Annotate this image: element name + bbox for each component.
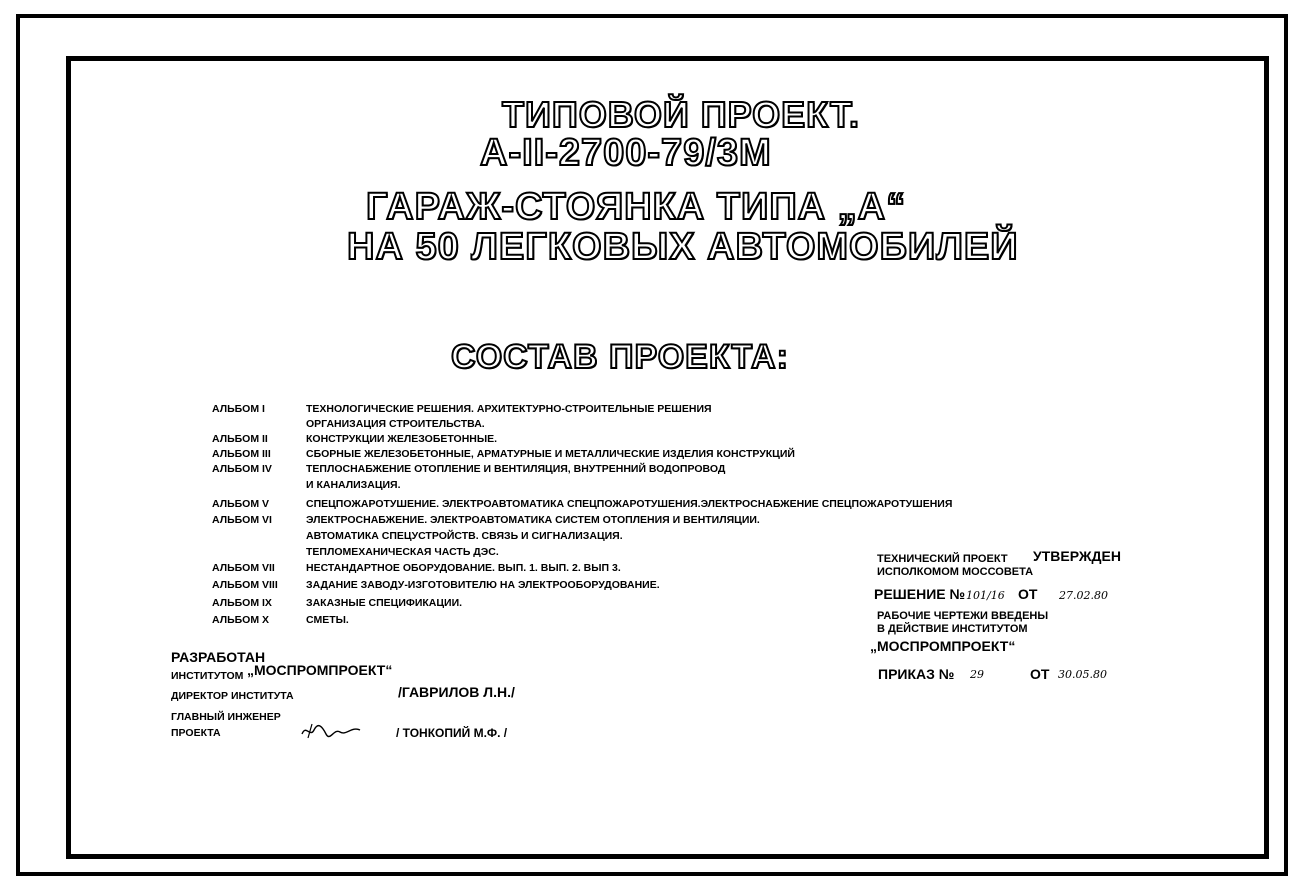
album-8-line-1: ЗАДАНИЕ ЗАВОДУ-ИЗГОТОВИТЕЛЮ НА ЭЛЕКТРООБОРУДОВАНИЕ. <box>306 579 660 591</box>
album-6-line-3: ТЕПЛОМЕХАНИЧЕСКАЯ ЧАСТЬ ДЭС. <box>306 546 499 558</box>
album-4-label: АЛЬБОМ IV <box>212 463 272 475</box>
title-line-4: НА 50 ЛЕГКОВЫХ АВТОМОБИЛЕЙ <box>347 226 1019 268</box>
order-date-label: ОТ <box>1030 666 1050 682</box>
work-drawings-line-1: РАБОЧИЕ ЧЕРТЕЖИ ВВЕДЕНЫ <box>877 610 1049 622</box>
director-name: /ГАВРИЛОВ Л.Н./ <box>398 684 515 700</box>
album-9-line-1: ЗАКАЗНЫЕ СПЕЦИФИКАЦИИ. <box>306 597 463 609</box>
composition-heading: СОСТАВ ПРОЕКТА: <box>451 338 789 376</box>
decision-label: РЕШЕНИЕ № <box>874 586 966 602</box>
album-5-line-1: СПЕЦПОЖАРОТУШЕНИЕ. ЭЛЕКТРОАВТОМАТИКА СПЕЦПОЖАРОТУШЕНИЯ.ЭЛЕКТРОСНАБЖЕНИЕ СПЕЦПОЖАРОТУШЕНИЯ <box>306 498 953 510</box>
tech-project-label: ТЕХНИЧЕСКИЙ ПРОЕКТ <box>877 553 1008 565</box>
decision-number: 101/16 <box>966 589 1005 602</box>
developed-label: РАЗРАБОТАН <box>171 649 266 665</box>
album-10-line-1: СМЕТЫ. <box>306 614 349 626</box>
order-number: 29 <box>970 668 984 681</box>
decision-date: 27.02.80 <box>1059 589 1108 602</box>
signature <box>300 720 370 742</box>
order-label: ПРИКАЗ № <box>878 666 955 682</box>
album-8-label: АЛЬБОМ VIII <box>212 579 278 591</box>
album-3-line-1: СБОРНЫЕ ЖЕЛЕЗОБЕТОННЫЕ, АРМАТУРНЫЕ И МЕТАЛЛИЧЕСКИЕ ИЗДЕЛИЯ КОНСТРУКЦИЙ <box>306 448 795 460</box>
album-10-label: АЛЬБОМ X <box>212 614 270 626</box>
album-5-label: АЛЬБОМ V <box>212 498 270 510</box>
developer-institute: „МОСПРОМПРОЕКТ“ <box>247 662 393 678</box>
approved-by: ИСПОЛКОМОМ МОССОВЕТА <box>877 566 1034 578</box>
approved-label: УТВЕРЖДЕН <box>1033 548 1121 564</box>
album-1-label: АЛЬБОМ I <box>212 403 265 415</box>
title-line-1: ТИПОВОЙ ПРОЕКТ. <box>502 94 860 135</box>
album-4-line-1: ТЕПЛОСНАБЖЕНИЕ ОТОПЛЕНИЕ И ВЕНТИЛЯЦИЯ, ВНУТРЕННИЙ ВОДОПРОВОД <box>306 463 726 475</box>
album-2-label: АЛЬБОМ II <box>212 433 268 445</box>
album-2-line-1: КОНСТРУКЦИИ ЖЕЛЕЗОБЕТОННЫЕ. <box>306 433 498 445</box>
chief-engineer-name: / ТОНКОПИЙ М.Ф. / <box>396 726 508 740</box>
decision-date-label: ОТ <box>1018 586 1038 602</box>
album-9-label: АЛЬБОМ IX <box>212 597 272 609</box>
director-label: ДИРЕКТОР ИНСТИТУТА <box>171 690 294 702</box>
album-6-line-1: ЭЛЕКТРОСНАБЖЕНИЕ. ЭЛЕКТРОАВТОМАТИКА СИСТЕМ ОТОПЛЕНИЯ И ВЕНТИЛЯЦИИ. <box>306 514 760 526</box>
album-6-line-2: АВТОМАТИКА СПЕЦУСТРОЙСТВ. СВЯЗЬ И СИГНАЛИЗАЦИЯ. <box>306 530 623 542</box>
chief-engineer-label-2: ПРОЕКТА <box>171 727 221 739</box>
title-project-code: А-II-2700-79/3М <box>480 132 772 174</box>
chief-engineer-label-1: ГЛАВНЫЙ ИНЖЕНЕР <box>171 711 281 723</box>
album-3-label: АЛЬБОМ III <box>212 448 271 460</box>
developed-by-label: ИНСТИТУТОМ <box>171 670 244 682</box>
approval-institute: „МОСПРОМПРОЕКТ“ <box>870 638 1016 654</box>
title-line-3: ГАРАЖ-СТОЯНКА ТИПА „А“ <box>366 186 907 228</box>
work-drawings-line-2: В ДЕЙСТВИЕ ИНСТИТУТОМ <box>877 623 1028 635</box>
album-4-line-2: И КАНАЛИЗАЦИЯ. <box>306 479 401 491</box>
order-date: 30.05.80 <box>1058 668 1107 681</box>
album-7-label: АЛЬБОМ VII <box>212 562 275 574</box>
album-7-line-1: НЕСТАНДАРТНОЕ ОБОРУДОВАНИЕ. ВЫП. 1. ВЫП. 2. ВЫП 3. <box>306 562 621 574</box>
album-1-line-2: ОРГАНИЗАЦИЯ СТРОИТЕЛЬСТВА. <box>306 418 485 430</box>
album-6-label: АЛЬБОМ VI <box>212 514 272 526</box>
album-1-line-1: ТЕХНОЛОГИЧЕСКИЕ РЕШЕНИЯ. АРХИТЕКТУРНО-СТРОИТЕЛЬНЫЕ РЕШЕНИЯ <box>306 403 712 415</box>
